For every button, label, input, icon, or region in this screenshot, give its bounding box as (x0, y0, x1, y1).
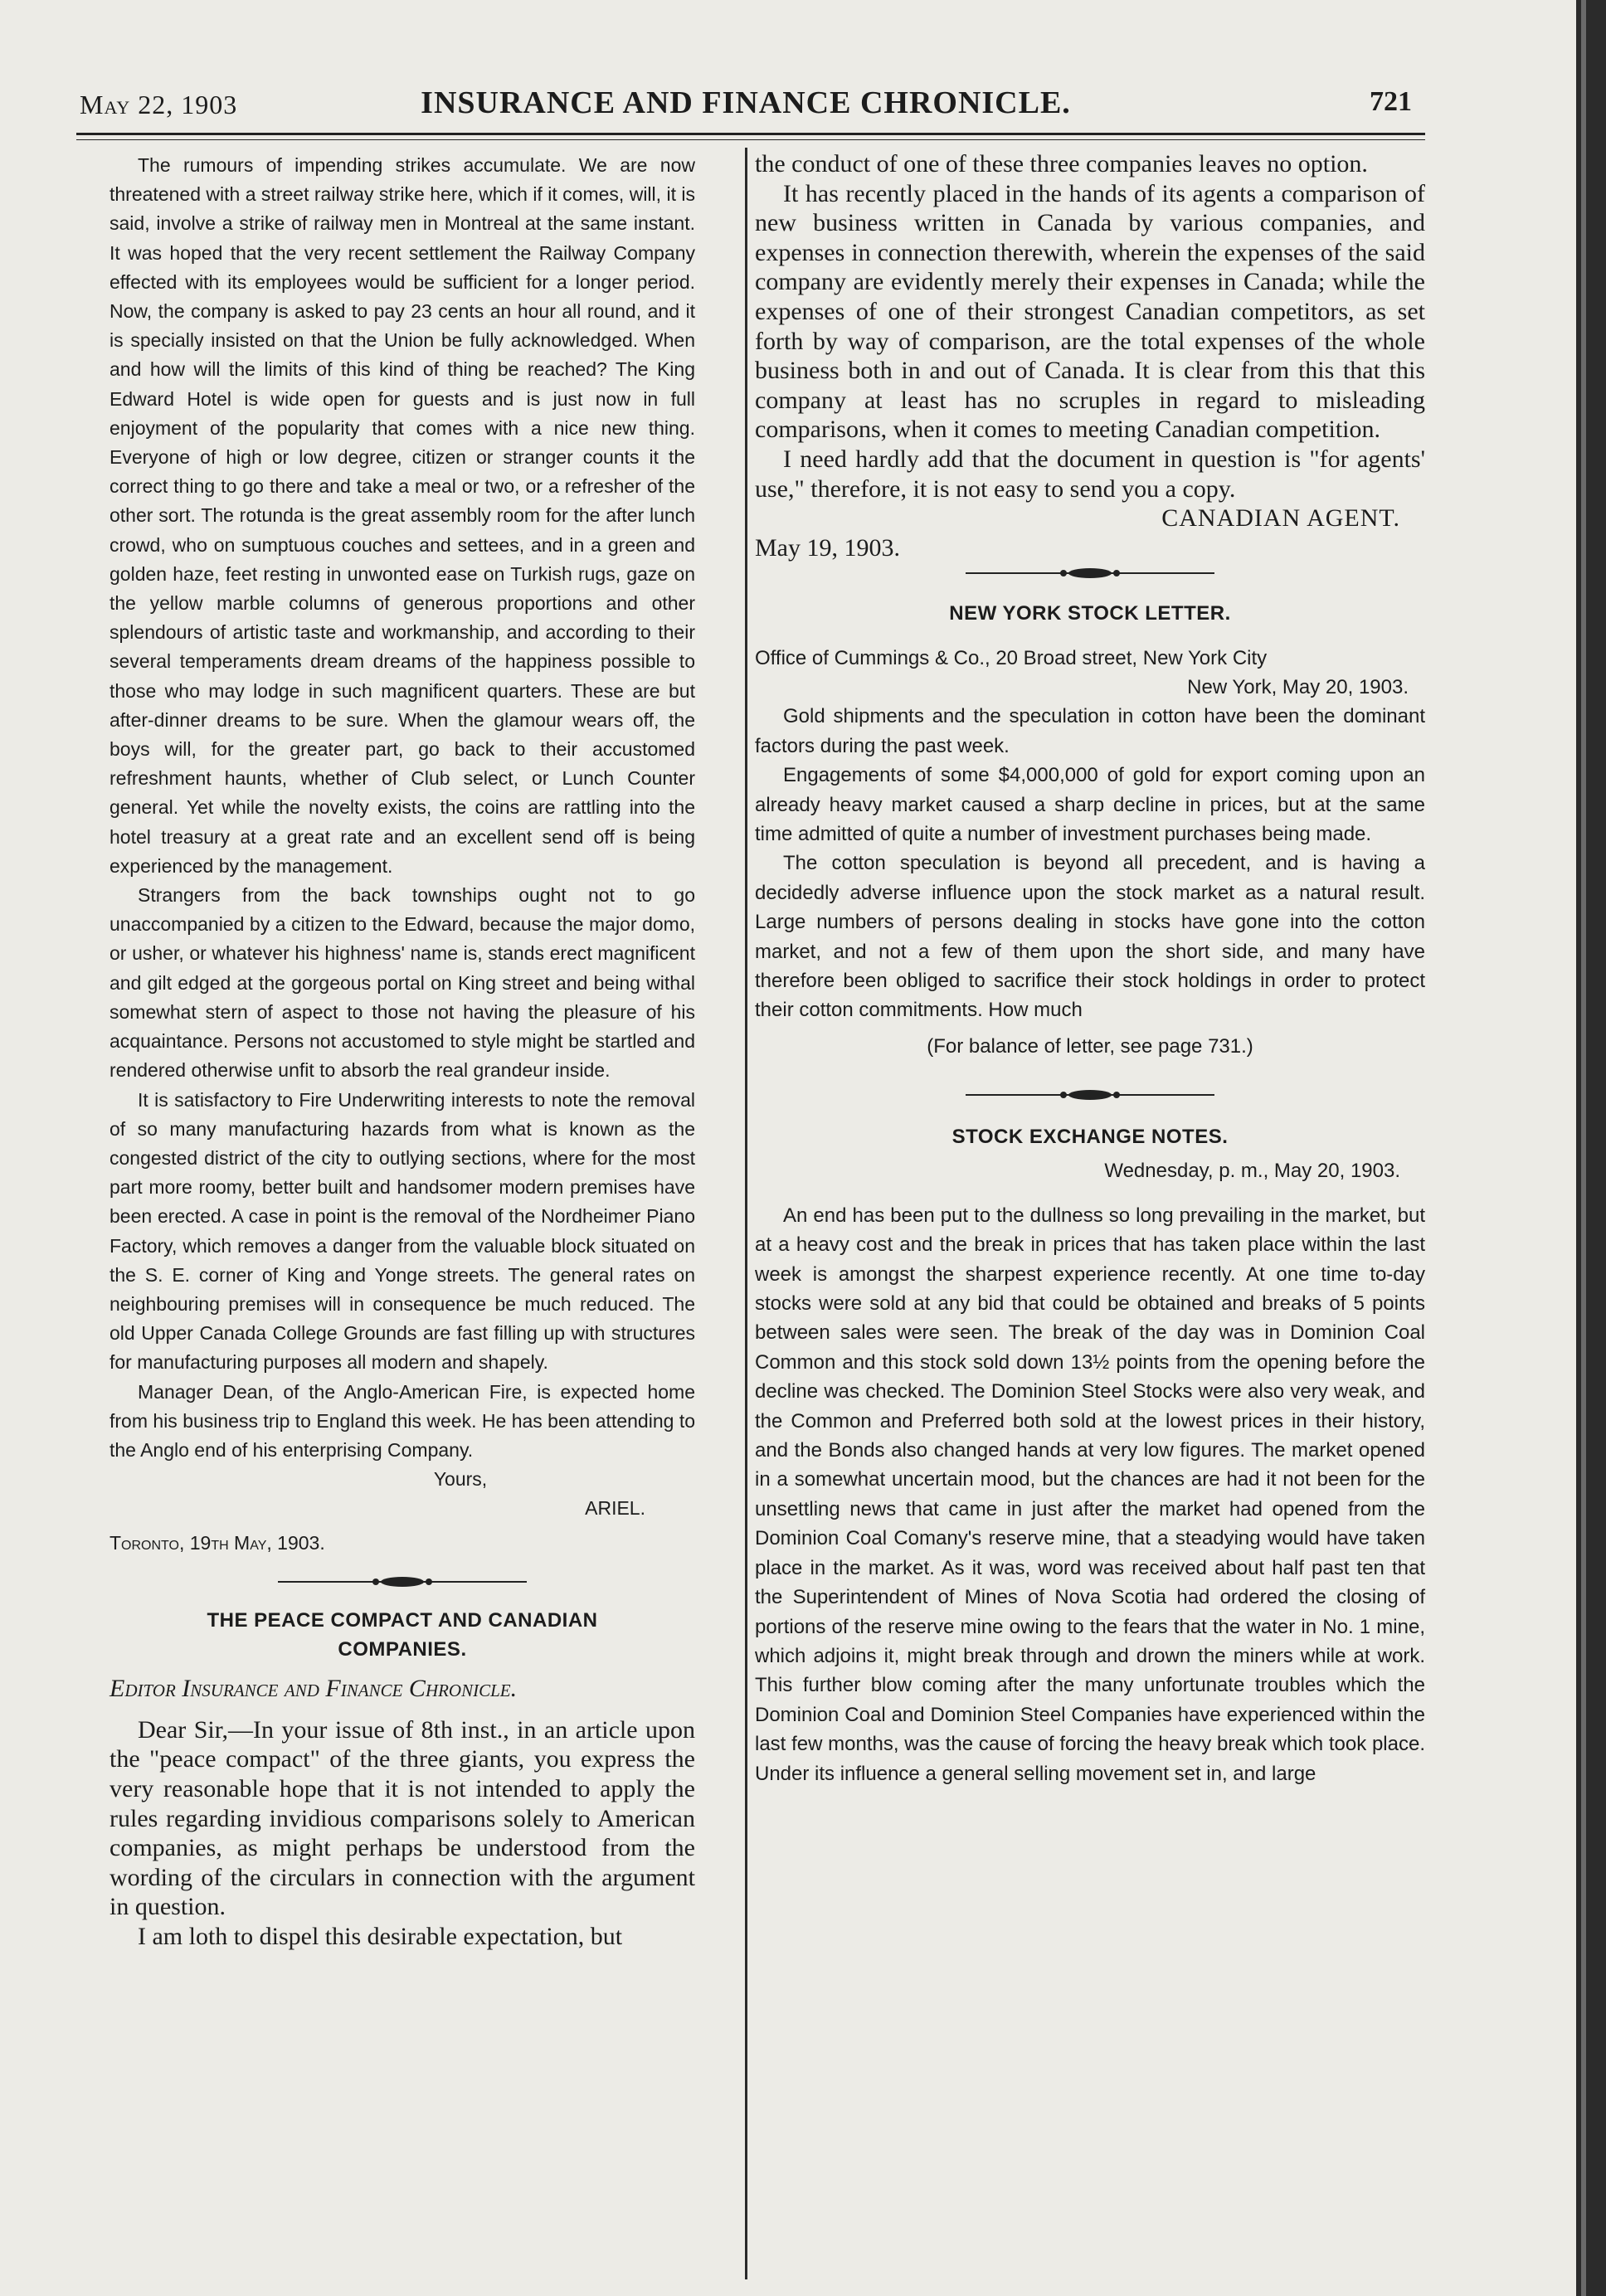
letter-closing: Yours, (433, 1468, 488, 1491)
ny-office-line: Office of Cummings & Co., 20 Broad street, New York City (755, 646, 1268, 669)
header-date: May 22, 1903 (80, 90, 238, 119)
header-title: INSURANCE AND FINANCE CHRONICLE. (421, 85, 1071, 120)
header-rule-thin (76, 139, 1425, 140)
peace-compact-heading-line1: THE PEACE COMPACT AND CANADIAN (207, 1608, 598, 1632)
peace-compact-heading-line2: COMPANIES. (338, 1637, 467, 1661)
editor-address: Editor Insurance and Finance Chronicle. (110, 1675, 518, 1703)
letter-signature: CANADIAN AGENT. (1161, 504, 1400, 533)
page-edge-line (1581, 0, 1586, 2296)
se-paragraph: An end has been put to the dullness so long prevailing in the market, but at a heavy cost and the break in prices that has taken place within the last week is amongst the sharpest experience recently. At one time to-day stocks were sold at any bid that could be obtained and breaks of 5 points between sales were seen. The break of the day was in Dominion Coal Common and this stock sold down 13½ points from the opening before the decline was checked. The Dominion Steel Stocks were also very weak, and the Common and Preferred both sold at the lowest prices in their history, and the Bonds also changed hands at very low figures. The market opened in a somewhat uncertain mood, but the chances are had it not been for the unsettling news that came in just after the market had opened from the Dominion Coal Comany's reserve mine, that a steadying would have taken place in the market. As it was, word was received about half past ten that the Superintendent of Mines of Nova Scotia had ordered the closing of portions of the reserve mine owing to the fears that the water in No. 1 mine, which adjoins it, might break through and drown the miners while at work. This further blow coming after the many unfortunate troubles which the Dominion Coal and Dominion Steel Companies have experienced within the last few months, was the cause of forcing the heavy break which took place. Under its influence a general selling movement set in, and large (755, 1204, 1425, 1785)
section-divider-ornament (110, 1569, 695, 1594)
article-paragraph: It is satisfactory to Fire Underwriting interests to note the removal of so many manufacturing hazards from what is known as the congested district of the city to outlying sections, where for the most part more roomy, better built and handsomer modern premises have been erected. A case in point is the removal of the Nordheimer Piano Factory, which removes a danger from the valuable block situated on the S. E. corner of King and Yonge streets. The general rates on neighbouring premises will in consequence be much reduced. The old Upper Canada College Grounds are fast filling up with structures for manufacturing purposes all modern and shapely. (110, 1088, 695, 1374)
header-rule-thick (76, 133, 1425, 135)
ny-paragraph: The cotton speculation is beyond all precedent, and is having a decidedly adverse influence upon the stock market as a natural result. Large numbers of persons dealing in stocks have gone into the cotton market, and not a few of them upon the short side, and many have therefore been obliged to sacrifice their stock holdings in order to protect their cotton commitments. How much (755, 852, 1425, 1022)
article-paragraph: The rumours of impending strikes accumulate. We are now threatened with a street railway strike here, which if it comes, will, it is said, involve a strike of railway men in Montreal at the same instant. It was hoped that the very recent settlement the Railway Company effected with its employees would be sufficient for a longer period. Now, the company is asked to pay 23 cents an hour all round, and it is specially insisted on that the Union be fully acknowledged. When and how will the limits of this kind of thing be reached? The King Edward Hotel is wide open for guests and is just now in full enjoyment of the popularity that comes with a nice new thing. Everyone of high or low degree, citizen or stranger counts it the correct thing to go there and take a meal or two, or a refresher of the other sort. The rotunda is the great assembly room for the after lunch crowd, who on sumptuous couches and settees, and in a green and golden haze, feet resting in unwonted ease on Turkish rugs, gaze on the yellow marble columns of generous proportions and other splendours of artistic taste and workmanship, and according to their several temperaments dream dreams of the happiness possible to those who may lodge in such magnificent quarters. These are but after-dinner dreams to be sure. When the glamour wears off, the boys will, for the greater part, go back to their accustomed refreshment haunts, whether of Club select, or Lunch Counter general. Yet while the novelty exists, the coins are rattling into the hotel treasury at a great rate and an excellent send off is being experienced by the management. (110, 154, 695, 877)
section-divider-ornament (755, 1082, 1425, 1107)
right-column (755, 149, 1425, 1788)
header-page-number: 721 (1370, 86, 1412, 117)
article-paragraph: Manager Dean, of the Anglo-American Fire, is expected home from his business trip to England this week. He has been attending to the Anglo end of his enterprising Company. (110, 1380, 695, 1461)
ny-stock-letter-heading: NEW YORK STOCK LETTER. (949, 602, 1231, 625)
letter-date: May 19, 1903. (755, 533, 900, 562)
ny-continued-note: (For balance of letter, see page 731.) (927, 1034, 1253, 1058)
stock-exchange-heading: STOCK EXCHANGE NOTES. (951, 1126, 1229, 1149)
letter-paragraph: It has recently placed in the hands of its agents a comparison of new business written in Canada by various companies, and expenses in connection therewith, wherein the expenses of the said company are evidently merely their expenses in Canada; while the expenses of one of their strongest Canadian competitors, as set forth by way of comparison, are the total expenses of the whole business both in and out of Canada. It is clear from this that this company at least has no scruples in regard to misleading comparisons, when it comes to meeting Canadian competition. (755, 179, 1425, 444)
ny-dateline: New York, May 20, 1903. (1187, 675, 1409, 698)
page-header (80, 83, 1412, 124)
letter-paragraph: Dear Sir,—In your issue of 8th inst., in an article upon the "peace compact" of the three giants, you express the very reasonable hope that it is not intended to apply the rules regarding invidious comparisons solely to American companies, as might perhaps be understood from the wording of the circulars in connection with the argument in question. (110, 1715, 695, 1921)
article-paragraph: Strangers from the back townships ought not to go unaccompanied by a citizen to the Edward, because the major domo, or usher, or whatever his highness' name is, stands erect magnificent and gilt edged at the gorgeous portal on King street and being withal somewhat stern of aspect to those not having the pleasure of his acquaintance. Persons not accustomed to style might be startled and rendered otherwise unfit to absorb the real grandeur inside. (110, 884, 695, 1082)
column-divider (745, 148, 747, 2279)
letter-paragraph: the conduct of one of these three companies leaves no option. (755, 150, 1368, 178)
letter-paragraph: I need hardly add that the document in question is "for agents' use," therefore, it is not easy to send you a copy. (755, 445, 1425, 503)
letter-paragraph: I am loth to dispel this desirable expectation, but (138, 1922, 623, 1950)
left-column (110, 151, 695, 1952)
letter-signature: ARIEL. (585, 1497, 645, 1520)
se-dateline: Wednesday, p. m., May 20, 1903. (1104, 1160, 1400, 1183)
place-date: Toronto, 19th May, 1903. (110, 1531, 325, 1554)
ny-paragraph: Gold shipments and the speculation in cotton have been the dominant factors during the past week. (755, 705, 1425, 757)
ny-paragraph: Engagements of some $4,000,000 of gold for export coming upon an already heavy market caused a sharp decline in prices, but at the same time admitted of quite a number of investment purchases being made. (755, 764, 1425, 845)
section-divider-ornament (755, 561, 1425, 586)
